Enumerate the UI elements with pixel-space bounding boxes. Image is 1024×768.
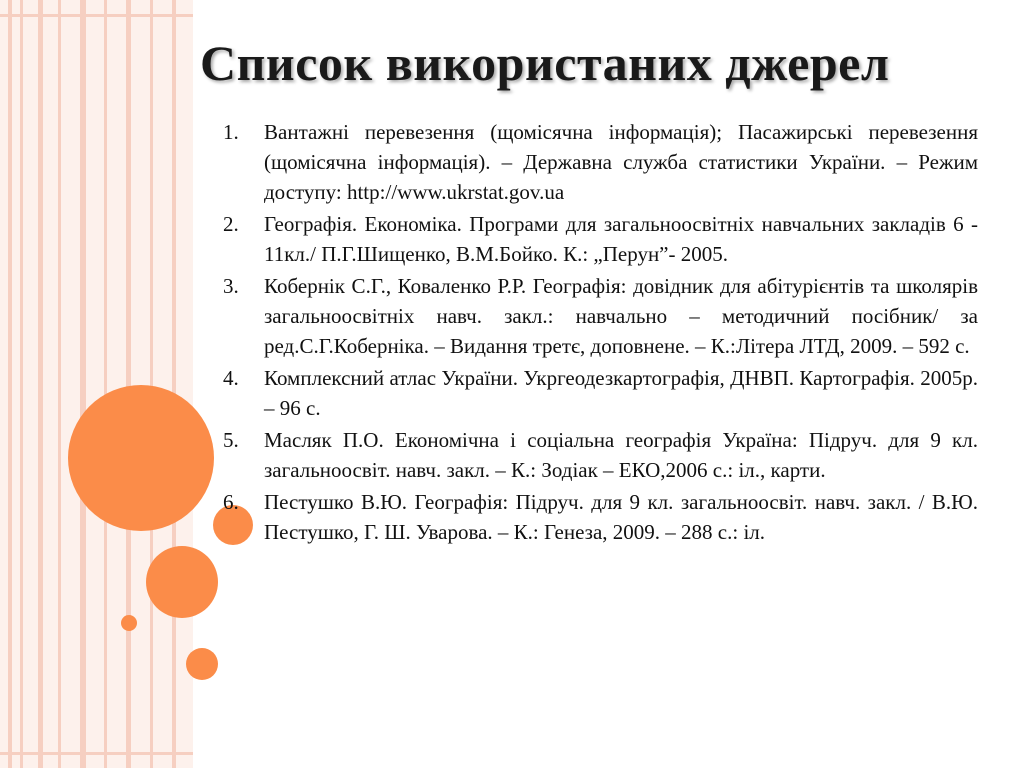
stripe (104, 0, 107, 768)
reference-text: Масляк П.О. Економічна і соціальна географія Україна: Підруч. для 9 кл. загальноосвіт. навч. закл. – К.: Зодіак – ЕКО,2006 с.: іл., карти. (264, 428, 978, 482)
reference-number: 1. (223, 120, 239, 144)
decor-circle-medium (146, 546, 218, 618)
reference-text: Географія. Економіка. Програми для загальноосвітніх навчальних закладів 6 - 11кл./ П.Г.Шищенко, В.М.Бойко. К.: „Перун”- 2005. (264, 212, 978, 266)
reference-text: Вантажні перевезення (щомісячна інформація); Пасажирські перевезення (щомісячна інформація). – Державна служба статистики України. – Режим доступу: http://www.ukrstat.gov.ua (264, 120, 978, 204)
stripe (80, 0, 86, 768)
reference-text: Кобернік С.Г., Коваленко Р.Р. Географія: довідник для абітурієнтів та школярів загальноосвітніх навч. закл.: навчально – методичний посібник/ за ред.С.Г.Коберніка. – Видання третє, доповнене. – К.:Літера ЛТД, 2009. – 592 с. (264, 274, 978, 358)
stripe (58, 0, 61, 768)
reference-number: 3. (223, 274, 239, 298)
reference-list (223, 117, 978, 549)
stripe (20, 0, 23, 768)
reference-item (223, 425, 978, 485)
reference-item (223, 271, 978, 361)
stripe (172, 0, 176, 768)
reference-item (223, 487, 978, 547)
slide-title: Список використаних джерел (200, 35, 890, 91)
reference-number: 4. (223, 366, 239, 390)
reference-number: 6. (223, 490, 239, 514)
reference-number: 2. (223, 212, 239, 236)
stripe (8, 0, 12, 768)
reference-number: 5. (223, 428, 239, 452)
reference-item (223, 117, 978, 207)
reference-item (223, 363, 978, 423)
reference-item (223, 209, 978, 269)
reference-text: Комплексний атлас України. Укргеодезкартографія, ДНВП. Картографія. 2005р. – 96 с. (264, 366, 978, 420)
stripe (38, 0, 43, 768)
reference-text: Пестушко В.Ю. Географія: Підруч. для 9 кл. загальноосвіт. навч. закл. / В.Ю. Пестушко, Г. Ш. Уварова. – К.: Генеза, 2009. – 288 с.: іл. (264, 490, 978, 544)
stripe (126, 0, 131, 768)
decor-circle-small (186, 648, 218, 680)
stripe (150, 0, 153, 768)
decor-circle-tiny (121, 615, 137, 631)
decor-circle-large (68, 385, 214, 531)
